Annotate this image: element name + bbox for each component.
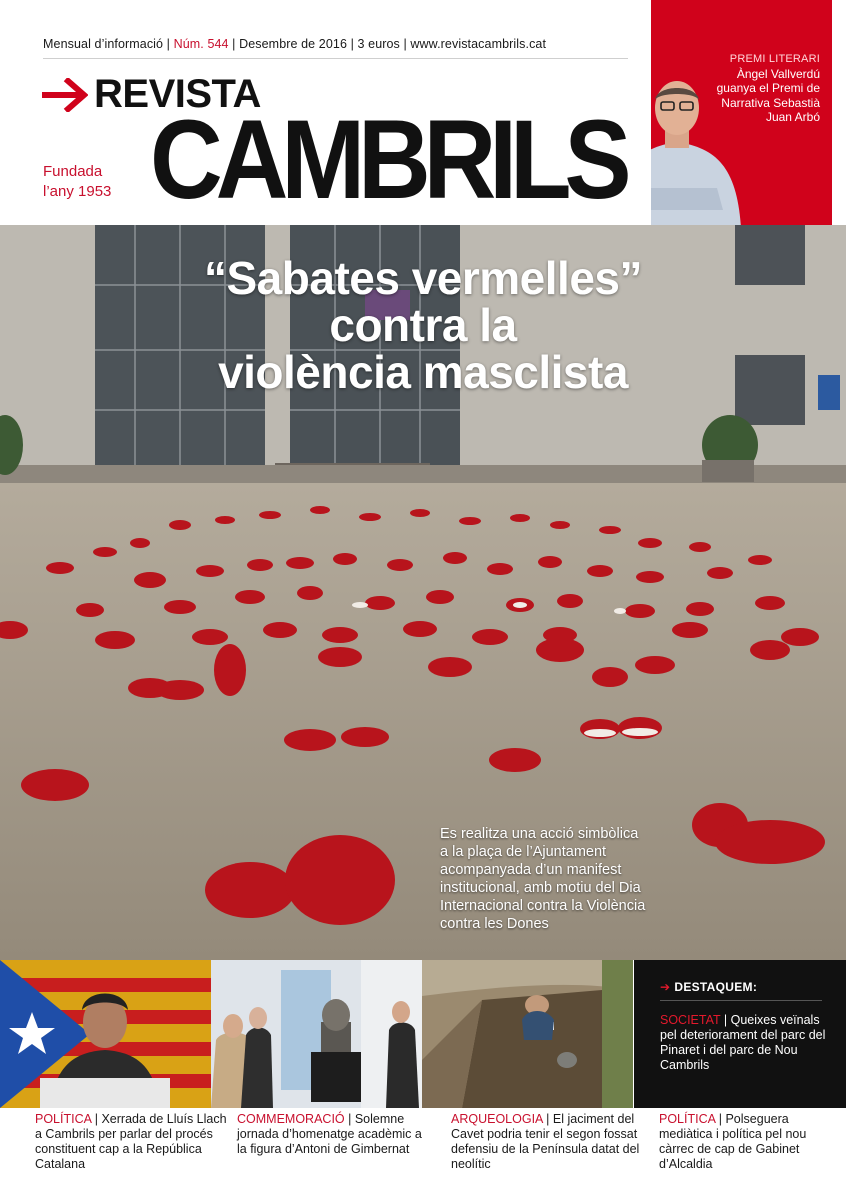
stories-strip bbox=[0, 960, 846, 1200]
founded-line2: l’any 1953 bbox=[43, 183, 112, 200]
highlight-category: SOCIETAT bbox=[660, 1013, 721, 1027]
issue-number: Núm. 544 bbox=[173, 37, 229, 51]
story-2-text: | Solemne jornada d’homenatge acadèmic a la figura d’Antoni de Gimbernat bbox=[237, 1112, 422, 1156]
promo-text bbox=[710, 52, 820, 125]
story-3-text: | El jaciment del Cavet podria tenir el segon fossat defensiu de la Península datat del neolític bbox=[451, 1112, 640, 1171]
story-3-category: ARQUEOLOGIA bbox=[451, 1112, 543, 1126]
highlight-box[interactable] bbox=[634, 960, 846, 1108]
arrow-right-icon: ➔ bbox=[660, 980, 671, 994]
story-thumb-1[interactable] bbox=[0, 960, 211, 1108]
promo-headline: Àngel Vallverdú guanya el Premi de Narrativa Sebastià Juan Arbó bbox=[716, 66, 820, 124]
headline-line1: “Sabates vermelles” bbox=[204, 252, 642, 304]
headline-line3: violència masclista bbox=[218, 346, 628, 398]
story-2-category: COMMEMORACIÓ bbox=[237, 1112, 345, 1126]
logo-revista: REVISTA bbox=[94, 72, 261, 116]
hero-photo[interactable] bbox=[0, 225, 846, 960]
logo-cambrils: CAMBRILS bbox=[150, 97, 625, 222]
info-divider bbox=[43, 58, 628, 59]
speaker-flag-photo bbox=[0, 960, 211, 1108]
headline-line2: contra la bbox=[329, 299, 517, 351]
story-4-category: POLÍTICA bbox=[659, 1112, 716, 1126]
story-4-text: | Polseguera mediàtica i política pel nou càrrec de cap de Gabinet d’Alcaldia bbox=[659, 1112, 807, 1171]
highlight-story[interactable] bbox=[660, 1013, 830, 1073]
story-2[interactable] bbox=[237, 1112, 432, 1157]
story-thumb-3[interactable] bbox=[422, 960, 633, 1108]
highlight-divider bbox=[660, 1000, 822, 1001]
cover-headline[interactable] bbox=[140, 252, 706, 398]
promo-kicker: PREMI LITERARI bbox=[729, 53, 820, 65]
promo-box[interactable] bbox=[651, 0, 832, 225]
info-post: | Desembre de 2016 | 3 euros | www.revistacambrils.cat bbox=[228, 37, 547, 51]
commemoration-photo bbox=[211, 960, 422, 1108]
arrow-right-icon bbox=[42, 78, 88, 112]
founded-line1: Fundada bbox=[43, 163, 103, 180]
story-4[interactable] bbox=[659, 1112, 829, 1172]
story-thumb-2[interactable] bbox=[211, 960, 422, 1108]
story-1-text: | Xerrada de Lluís Llach a Cambrils per parlar del procés constituent cap a la República Catalana bbox=[35, 1112, 227, 1171]
highlight-heading-label: DESTAQUEM: bbox=[674, 980, 758, 994]
hero-caption: Es realitza una acció simbòlica a la plaça de l’Ajuntament acompanyada d’un manifest institucional, amb motiu del Dia Internacional contra la Violència contra les Dones bbox=[440, 826, 646, 932]
story-1-category: POLÍTICA bbox=[35, 1112, 92, 1126]
info-pre: Mensual d’informació | bbox=[43, 37, 174, 51]
story-3[interactable] bbox=[451, 1112, 646, 1172]
founded-note bbox=[43, 162, 111, 202]
highlight-heading bbox=[660, 980, 757, 994]
excavation-photo bbox=[422, 960, 633, 1108]
highlight-text: | Queixes veïnals pel deteriorament del parc del Pinaret i del parc de Nou Cambrils bbox=[660, 1013, 826, 1072]
story-1[interactable] bbox=[35, 1112, 230, 1172]
info-line bbox=[43, 37, 546, 51]
